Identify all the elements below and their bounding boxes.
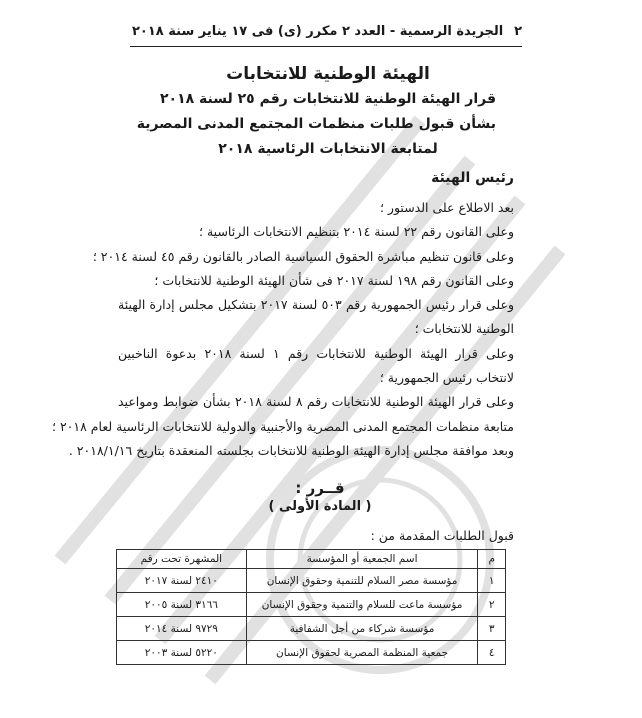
- preamble-line: وعلى قرار الهيئة الوطنية للانتخابات رقم ٨ لسنة ٢٠١٨ بشأن ضوابط ومواعيد: [118, 394, 514, 410]
- registration-number: ٩٧٢٩ لسنة ٢٠١٤: [117, 617, 247, 641]
- column-header-number: م: [478, 550, 506, 569]
- row-number: ١: [478, 569, 506, 593]
- page-number: ٢: [514, 23, 522, 39]
- registration-number: ٥٢٢٠ لسنة ٢٠٠٣: [117, 641, 247, 665]
- preamble-line: الوطنية للانتخابات ؛: [414, 321, 514, 337]
- row-number: ٤: [478, 641, 506, 665]
- organization-name: جمعية المنظمة المصرية لحقوق الإنسان: [246, 641, 478, 665]
- column-header-name: اسم الجمعية أو المؤسسة: [246, 550, 478, 569]
- article-title: ( المادة الأولى ): [268, 499, 372, 514]
- column-header-registration: المشهرة تحت رقم: [117, 550, 247, 569]
- organizations-table: [116, 549, 506, 665]
- decision-subject: بشأن قبول طلبات منظمات المجتمع المدنى المصرية: [136, 116, 496, 132]
- preamble-line: وعلى قرار الهيئة الوطنية للانتخابات رقم ١ لسنة ٢٠١٨ بدعوة الناخبين: [118, 345, 514, 361]
- preamble-line: وعلى قرار رئيس الجمهورية رقم ٥٠٣ لسنة ٢٠١٧ بتشكيل مجلس إدارة الهيئة: [118, 297, 514, 313]
- decree-heading: قــرر :: [295, 479, 345, 497]
- article-intro: قبول الطلبات المقدمة من :: [370, 528, 514, 543]
- row-number: ٢: [478, 593, 506, 617]
- table-header-row: [117, 550, 506, 569]
- organization-name: مؤسسة شركاء من أجل الشفافية: [246, 617, 478, 641]
- running-title: الجريدة الرسمية - العدد ٢ مكرر (ى) فى ١٧ يناير سنة ٢٠١٨: [132, 23, 504, 39]
- preamble-line: لانتخاب رئيس الجمهورية ؛: [379, 370, 514, 386]
- row-number: ٣: [478, 617, 506, 641]
- preamble-line: وعلى القانون رقم ٢٢ لسنة ٢٠١٤ بتنظيم الانتخابات الرئاسية ؛: [199, 224, 514, 240]
- registration-number: ٣١٦٦ لسنة ٢٠٠٥: [117, 593, 247, 617]
- header-divider: [130, 46, 522, 47]
- registration-number: ٢٤١٠ لسنة ٢٠١٧: [117, 569, 247, 593]
- preamble: [51, 196, 514, 463]
- preamble-line: وبعد موافقة مجلس إدارة الهيئة الوطنية للانتخابات بجلسته المنعقدة بتاريخ ٢٠١٨/١/١٦ .: [68, 442, 514, 458]
- title-block: [136, 62, 496, 162]
- table-row: [117, 641, 506, 665]
- preamble-line: وعلى القانون رقم ١٩٨ لسنة ٢٠١٧ فى شأن الهيئة الوطنية للانتخابات ؛: [154, 272, 514, 288]
- page-header: [132, 20, 522, 42]
- preamble-line: متابعة منظمات المجتمع المدنى المصرية والأجنبية والدولية للانتخابات الرئاسية لعام ٢٠١٨ ؛: [51, 418, 514, 434]
- chairman-heading: رئيس الهيئة: [431, 170, 514, 186]
- preamble-line: وعلى قانون تنظيم مباشرة الحقوق السياسية الصادر بالقانون رقم ٤٥ لسنة ٢٠١٤ ؛: [92, 248, 514, 264]
- decision-title: قرار الهيئة الوطنية للانتخابات رقم ٢٥ لسنة ٢٠١٨: [159, 91, 496, 107]
- authority-title: الهيئة الوطنية للانتخابات: [226, 64, 430, 84]
- table-row: [117, 593, 506, 617]
- table-row: [117, 569, 506, 593]
- decision-subject-continued: لمتابعة الانتخابات الرئاسية ٢٠١٨: [218, 141, 438, 157]
- preamble-line: بعد الاطلاع على الدستور ؛: [379, 200, 514, 215]
- table-row: [117, 617, 506, 641]
- organization-name: مؤسسة مصر السلام للتنمية وحقوق الإنسان: [246, 569, 478, 593]
- organization-name: مؤسسة ماعت للسلام والتنمية وحقوق الإنسان: [246, 593, 478, 617]
